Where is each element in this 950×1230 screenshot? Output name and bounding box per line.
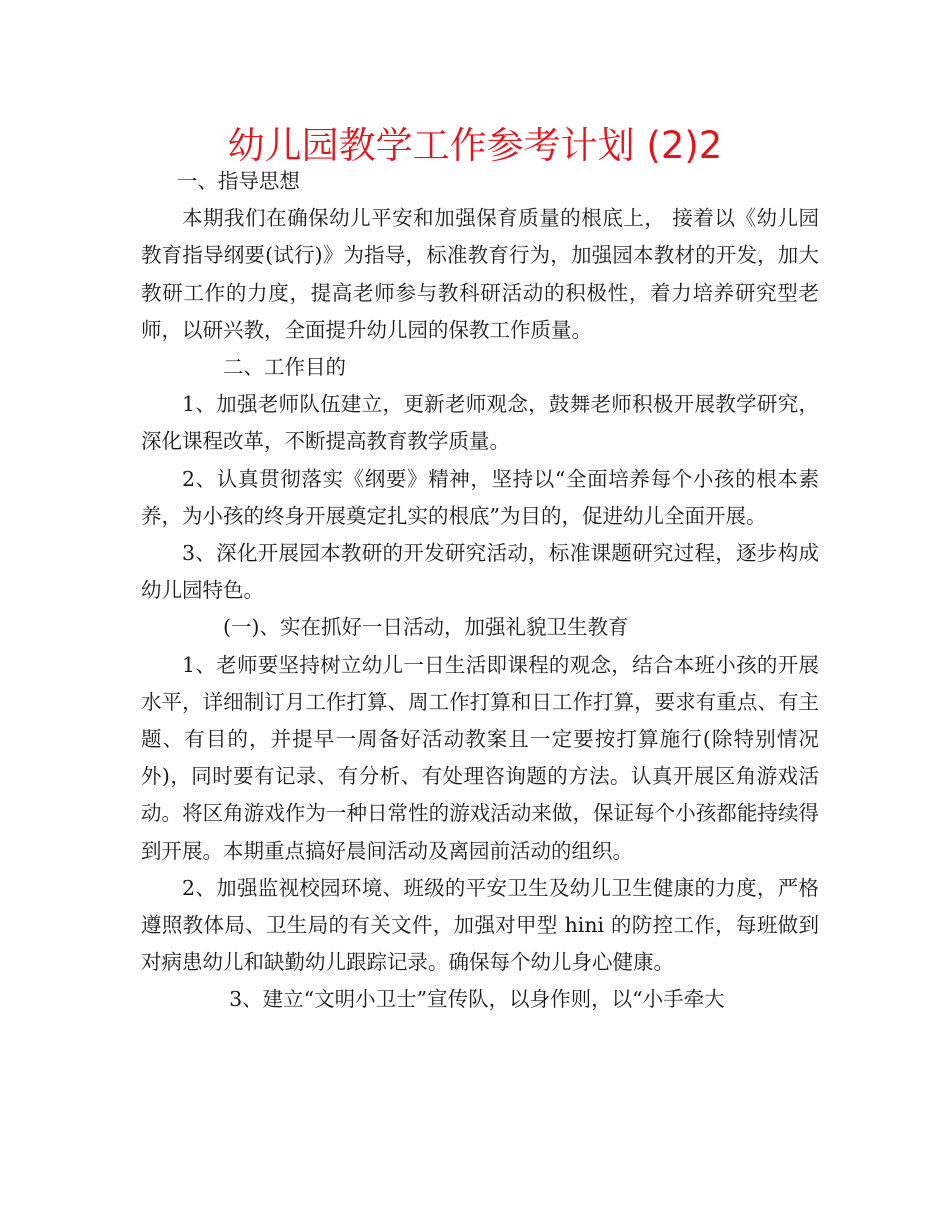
paragraph: 2、认真贯彻落实《纲要》精神，坚持以“全面培养每个小孩的根本素养，为小孩的终身开展奠定扎实的根底”为目的，促进幼儿全面开展。 — [141, 466, 819, 528]
paragraph: 本期我们在确保幼儿平安和加强保育质量的根底上， 接着以《幼儿园教育指导纲要(试行)》为指导，标准教育行为，加强园本教材的开发，加大教研工作的力度，提高老师参与教科研活动的积极性，着力培养研究型老师，以研兴教，全面提升幼儿园的保教工作质量。 — [141, 206, 819, 342]
paragraph: 1、加强老师队伍建立，更新老师观念，鼓舞老师积极开展教学研究，深化课程改革，不断提高教育教学质量。 — [141, 392, 819, 454]
paragraph: 3、建立“文明小卫士”宣传队，以身作则，以“小手牵大 — [229, 987, 725, 1012]
paragraph: 2、加强监视校园环境、班级的平安卫生及幼儿卫生健康的力度，严格遵照教体局、卫生局的有关文件，加强对甲型 hini 的防控工作，每班做到对病患幼儿和缺勤幼儿跟踪记录。确保每个幼儿身心健康。 — [141, 875, 819, 975]
subsection-heading: (一)、实在抓好一日活动，加强礼貌卫生教育 — [223, 615, 629, 640]
document-body — [141, 163, 819, 1019]
section-heading: 二、工作目的 — [223, 355, 346, 380]
paragraph: 1、老师要坚持树立幼儿一日生活即课程的观念，结合本班小孩的开展水平，详细制订月工作打算、周工作打算和日工作打算，要求有重点、有主题、有目的，并提早一周备好活动教案且一定要按打算施行(除特别情况外)，同时要有记录、有分析、有处理咨询题的方法。认真开展区角游戏活动。将区角游戏作为一种日常性的游戏活动来做，保证每个小孩都能持续得到开展。本期重点搞好晨间活动及离园前活动的组织。 — [141, 652, 819, 863]
section-heading: 一、指导思想 — [176, 169, 300, 193]
page-title: 幼儿园教学工作参考计划 (2)2 — [227, 124, 723, 167]
paragraph: 3、深化开展园本教研的开发研究活动，标准课题研究过程，逐步构成幼儿园特色。 — [141, 541, 819, 603]
